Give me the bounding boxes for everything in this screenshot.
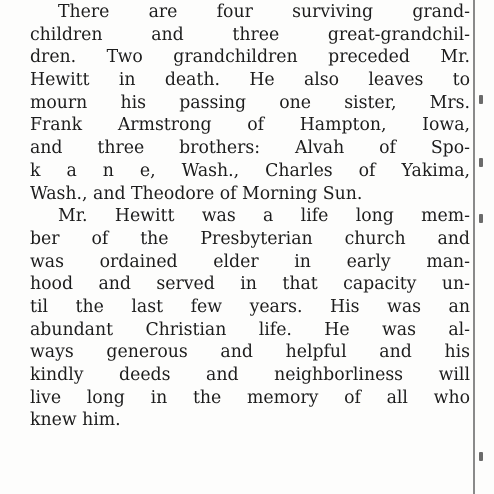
- article-column: [30, 1, 470, 432]
- text-line: ber of the Presbyterian church and: [30, 228, 470, 249]
- text-line: Frank Armstrong of Hampton, Iowa,: [30, 115, 470, 136]
- text-line: hood and served in that capacity un-: [30, 274, 470, 295]
- text-line: children and three great-grandchil-: [30, 24, 470, 45]
- print-speck: [479, 214, 483, 223]
- paragraph-church-life: [30, 205, 470, 432]
- text-line: til the last few years. His was an: [30, 296, 470, 317]
- text-line: k a n e, Wash., Charles of Yakima,: [30, 160, 470, 181]
- text-line: There are four surviving grand-: [58, 2, 470, 22]
- column-divider-rule: [473, 0, 475, 494]
- text-line: Wash., and Theodore of Morning Sun.: [30, 183, 363, 204]
- text-line: Mr. Hewitt was a life long mem-: [58, 206, 470, 227]
- text-line: kindly deeds and neighborliness will: [30, 365, 470, 385]
- text-line: abundant Christian life. He was al-: [30, 319, 470, 340]
- paragraph-surviving-relatives: [30, 1, 470, 205]
- text-line: live long in the memory of all who: [30, 387, 470, 408]
- text-line: and three brothers: Alvah of Spo-: [30, 138, 470, 159]
- text-line: ways generous and helpful and his: [30, 342, 470, 363]
- print-speck: [479, 158, 483, 167]
- text-line: knew him.: [30, 410, 121, 431]
- text-line: mourn his passing one sister, Mrs.: [30, 92, 470, 113]
- text-line: dren. Two grandchildren preceded Mr.: [30, 47, 470, 68]
- print-speck: [479, 452, 483, 461]
- print-speck: [479, 95, 483, 104]
- text-line: Hewitt in death. He also leaves to: [30, 70, 470, 91]
- text-line: was ordained elder in early man-: [30, 251, 470, 272]
